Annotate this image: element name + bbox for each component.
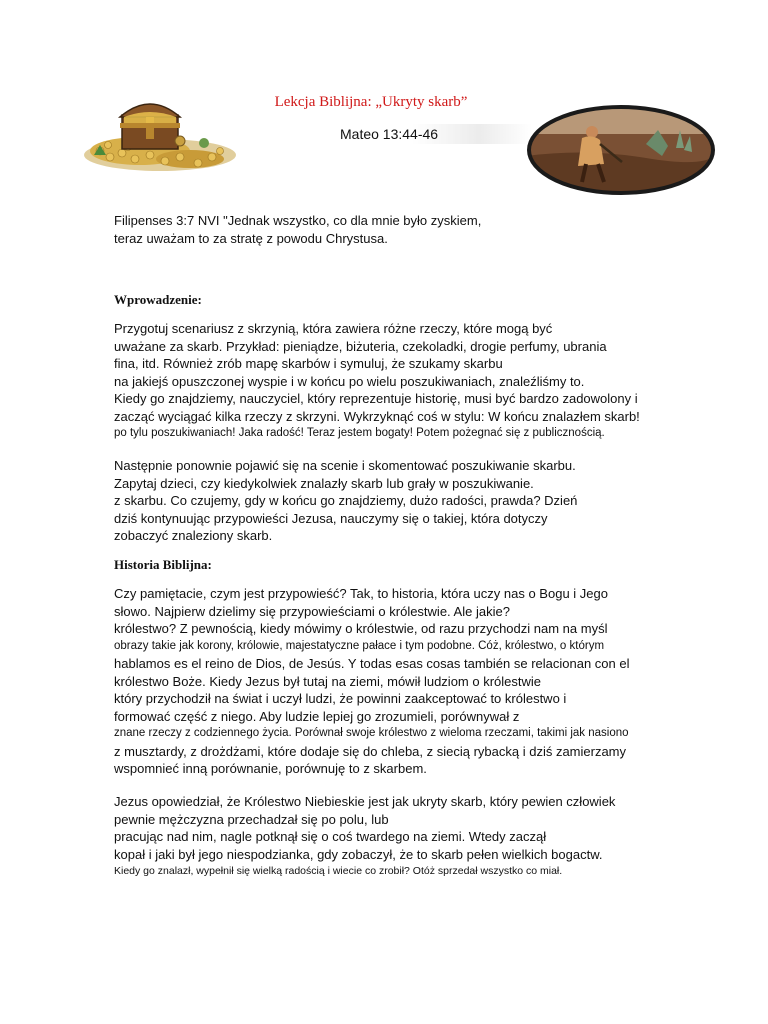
lesson-title: Lekcja Biblijna: „Ukryty skarb” [274,94,468,110]
text-line: Kiedy go znajdziemy, nauczyciel, który reprezentuje historię, musi być bardzo zadowolony i [114,391,638,406]
text-line: na jakiejś opuszczonej wyspie i w końcu po wielu poszukiwaniach, znaleźliśmy to. [114,373,585,389]
text-line: zacząć wyciągać kilka rzeczy z skrzyni. Wykrzyknąć coś w stylu: W końcu znalazłem skarb! [114,408,640,424]
text-line: dziś kontynuując przypowieści Jezusa, nauczymy się o takiej, która dotyczy [114,510,548,526]
quote-line: Filipenses 3:7 NVI "Jednak wszystko, co dla mnie było zyskiem, [114,213,482,228]
text-line: królestwo Boże. Kiedy Jezus był tutaj na ziemi, mówił ludziom o królestwie [114,673,542,689]
text-line: pracując nad nim, nagle potknął się o coś twardego na ziemi. Wtedy zaczął [114,829,547,844]
text-line: z skarbu. Co czujemy, gdy w końcu go znajdziemy, dużo radości, prawda? Dzień [114,493,578,508]
text-line: Jezus opowiedział, że Królestwo Niebieskie jest jak ukryty skarb, który pewien człowiek [114,794,616,809]
text-line: wspomnieć inną porównanie, porównuję to z skarbem. [114,761,427,776]
text-line: Czy pamiętacie, czym jest przypowieść? Tak, to historia, która uczy nas o Bogu i Jego [114,586,608,601]
text-line: kopał i jaki był jego niespodzianka, gdy zobaczył, że to skarb pełen wielkich bogactw. [114,846,603,862]
text-line: uważane za skarb. Przykład: pieniądze, biżuteria, czekoladki, drogie perfumy, ubrania [114,338,607,354]
text-line: zobaczyć znaleziony skarb. [114,528,273,543]
story-paragraph-1 [114,585,714,778]
text-line: Zapytaj dzieci, czy kiedykolwiek znalazły skarb lub grały w poszukiwanie. [114,475,534,491]
quote-block [114,212,714,247]
text-line: który przychodził na świat i uczył ludzi, że powinni zaakceptować to królestwo i [114,691,567,706]
text-line: po tylu poszukiwaniach! Jaka radość! Teraz jestem bogaty! Potem pożegnać się z publicznością. [114,427,605,439]
text-line: formować część z niego. Aby ludzie lepiej go zrozumieli, porównywał z [114,708,520,724]
text-line: Następnie ponownie pojawić się na scenie i skomentować poszukiwanie skarbu. [114,458,576,473]
intro-paragraph-1 [114,320,714,443]
text-line: hablamos es el reino de Dios, de Jesús. Y todas esas cosas también se relacionan con el [114,656,630,671]
digging-man-image [526,104,716,196]
story-paragraph-2 [114,793,714,881]
quote-line: teraz uważam to za stratę z powodu Chrystusa. [114,230,388,246]
text-line: słowo. Najpierw dzielimy się przypowieściami o królestwie. Ale jakie? [114,603,510,619]
text-line: znane rzeczy z codziennego życia. Porównał swoje królestwo z wieloma rzeczami, takimi jak nasiono [114,727,629,739]
text-line: z musztardy, z drożdżami, które dodaje się do chleba, z siecią rybacką i dziś zamierzamy [114,743,627,759]
intro-heading: Wprowadzenie: [114,292,202,307]
intro-paragraph-2 [114,457,714,545]
scripture-reference: Mateo 13:44-46 [292,124,532,144]
text-line: obrazy takie jak korony, królowie, majestatyczne pałace i tym podobne. Cóż, królestwo, o którym [114,639,605,652]
text-line: fina, itd. Również zrób mapę skarbów i symuluj, że szukamy skarbu [114,356,503,371]
treasure-chest-image [80,93,236,175]
text-line: Przygotuj scenariusz z skrzynią, która zawiera różne rzeczy, które mogą być [114,321,553,336]
text-line: pewnie mężczyzna przechadzał się po polu, lub [114,811,389,827]
story-heading: Historia Biblijna: [114,557,212,572]
text-line: Kiedy go znalazł, wypełnił się wielką radością i wiecie co zrobił? Otóż sprzedał wszystko co miał. [114,865,563,877]
text-line: królestwo? Z pewnością, kiedy mówimy o królestwie, od razu przychodzi nam na myśl [114,621,608,636]
